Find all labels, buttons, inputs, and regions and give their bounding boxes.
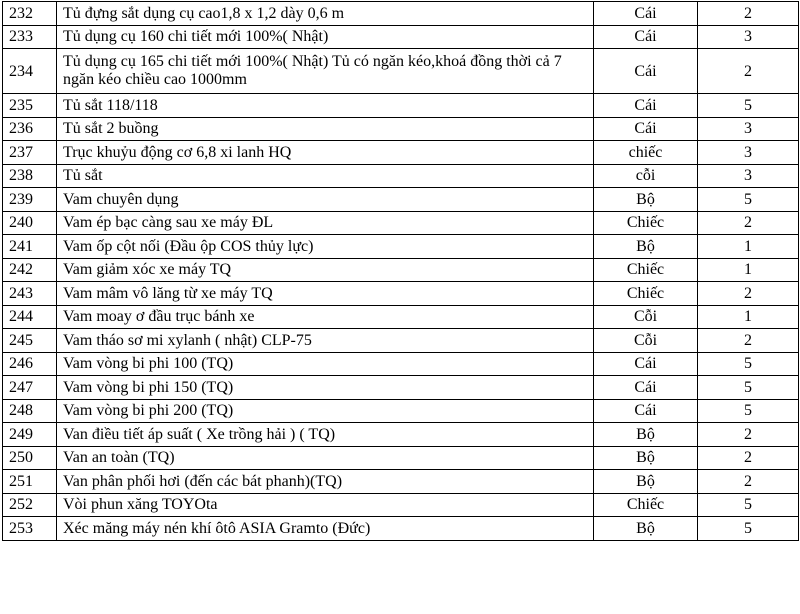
item-quantity: 2 [698,423,799,447]
item-name: Vam vòng bi phi 150 (TQ) [57,376,594,400]
row-number: 252 [3,493,57,517]
item-unit: Cái [594,25,698,49]
table-row [3,211,799,235]
row-number: 240 [3,211,57,235]
row-number: 253 [3,517,57,541]
item-unit: Bộ [594,446,698,470]
row-number: 247 [3,376,57,400]
item-quantity: 5 [698,517,799,541]
item-name: Tủ sắt 118/118 [57,94,594,118]
item-unit: Bộ [594,188,698,212]
item-unit: Bộ [594,235,698,259]
table-row [3,49,799,94]
item-quantity: 5 [698,376,799,400]
item-name: Vam giảm xóc xe máy TQ [57,258,594,282]
item-quantity: 5 [698,493,799,517]
item-name: Vam ốp cột nối (Đầu ộp COS thủy lực) [57,235,594,259]
item-name: Vam vòng bi phi 200 (TQ) [57,399,594,423]
item-quantity: 5 [698,94,799,118]
item-unit: Cái [594,352,698,376]
item-name: Vam ép bạc càng sau xe máy ĐL [57,211,594,235]
table-row [3,305,799,329]
item-name: Van điều tiết áp suất ( Xe trồng hải ) ( TQ) [57,423,594,447]
table-row [3,470,799,494]
table-row [3,446,799,470]
row-number: 236 [3,117,57,141]
row-number: 250 [3,446,57,470]
item-unit: Cái [594,376,698,400]
row-number: 244 [3,305,57,329]
item-name: Van an toàn (TQ) [57,446,594,470]
table-row [3,282,799,306]
item-quantity: 3 [698,25,799,49]
item-name: Vam mâm vô lăng từ xe máy TQ [57,282,594,306]
table-row [3,94,799,118]
item-name: Vòi phun xăng TOYOta [57,493,594,517]
table-row [3,141,799,165]
item-unit: Bộ [594,423,698,447]
item-unit: Chiếc [594,282,698,306]
row-number: 251 [3,470,57,494]
item-unit: Cái [594,94,698,118]
item-quantity: 2 [698,49,799,94]
row-number: 235 [3,94,57,118]
item-unit: Cỗi [594,305,698,329]
table-row [3,164,799,188]
equipment-table-body [3,2,799,541]
item-unit: Bộ [594,470,698,494]
item-unit: cỗi [594,164,698,188]
item-name: Tủ dụng cụ 165 chi tiết mới 100%( Nhật) Tủ có ngăn kéo,khoá đồng thời cả 7 ngăn kéo chiều cao 1000mm [57,49,594,94]
row-number: 241 [3,235,57,259]
item-unit: Cỗi [594,329,698,353]
item-unit: Bộ [594,517,698,541]
row-number: 234 [3,49,57,94]
row-number: 238 [3,164,57,188]
item-quantity: 2 [698,446,799,470]
item-quantity: 2 [698,470,799,494]
table-row [3,2,799,26]
item-quantity: 3 [698,117,799,141]
row-number: 242 [3,258,57,282]
item-name: Tủ đựng sắt dụng cụ cao1,8 x 1,2 dày 0,6 m [57,2,594,26]
row-number: 249 [3,423,57,447]
row-number: 246 [3,352,57,376]
table-row [3,329,799,353]
item-unit: Chiếc [594,258,698,282]
item-unit: chiếc [594,141,698,165]
table-row [3,517,799,541]
item-name: Xéc măng máy nén khí ôtô ASIA Gramto (Đức) [57,517,594,541]
table-row [3,399,799,423]
item-unit: Chiếc [594,211,698,235]
item-quantity: 3 [698,164,799,188]
item-quantity: 2 [698,329,799,353]
item-name: Vam chuyên dụng [57,188,594,212]
item-unit: Cái [594,49,698,94]
row-number: 245 [3,329,57,353]
item-unit: Cái [594,2,698,26]
item-unit: Chiếc [594,493,698,517]
table-row [3,258,799,282]
equipment-table [2,1,799,541]
row-number: 237 [3,141,57,165]
item-unit: Cái [594,399,698,423]
item-name: Trục khuỷu động cơ 6,8 xi lanh HQ [57,141,594,165]
table-row [3,25,799,49]
item-quantity: 5 [698,352,799,376]
table-row [3,493,799,517]
row-number: 239 [3,188,57,212]
item-quantity: 1 [698,258,799,282]
item-quantity: 1 [698,235,799,259]
item-name: Vam moay ơ đầu trục bánh xe [57,305,594,329]
row-number: 243 [3,282,57,306]
row-number: 233 [3,25,57,49]
item-name: Van phân phối hơi (đến các bát phanh)(TQ) [57,470,594,494]
item-quantity: 5 [698,399,799,423]
item-quantity: 1 [698,305,799,329]
item-unit: Cái [594,117,698,141]
item-name: Tủ dụng cụ 160 chi tiết mới 100%( Nhật) [57,25,594,49]
item-quantity: 5 [698,188,799,212]
item-quantity: 2 [698,2,799,26]
table-row [3,188,799,212]
item-quantity: 3 [698,141,799,165]
item-name: Vam vòng bi phi 100 (TQ) [57,352,594,376]
item-name: Tủ sắt [57,164,594,188]
item-quantity: 2 [698,282,799,306]
table-row [3,423,799,447]
table-row [3,352,799,376]
item-name: Tủ sắt 2 buồng [57,117,594,141]
table-row [3,235,799,259]
table-row [3,117,799,141]
row-number: 248 [3,399,57,423]
item-name: Vam tháo sơ mi xylanh ( nhật) CLP-75 [57,329,594,353]
item-quantity: 2 [698,211,799,235]
row-number: 232 [3,2,57,26]
table-row [3,376,799,400]
